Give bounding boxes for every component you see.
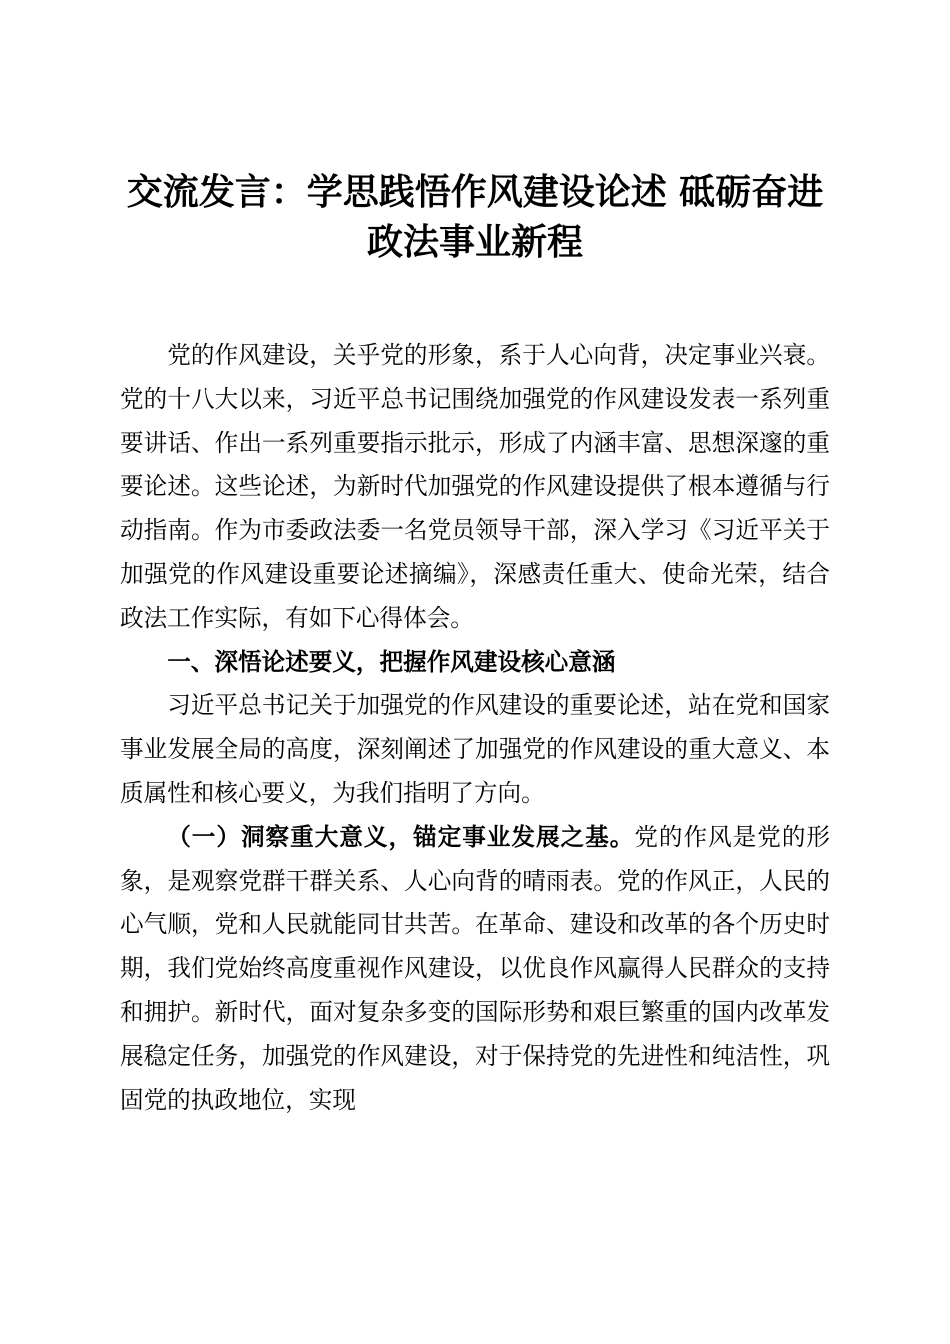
section-heading-1: 一、深悟论述要义，把握作风建设核心意涵	[167, 647, 616, 676]
document-body	[120, 334, 830, 1122]
subsection-1-text: 党的作风是党的形象，是观察党群干群关系、人心向背的晴雨表。党的作风正，人民的心气顺，党和人民就能同甘共苦。在革命、建设和改革的各个历史时期，我们党始终高度重视作风建设，以优良作风赢得人民群众的支持和拥护。新时代，面对复杂多变的国际形势和艰巨繁重的国内改革发展稳定任务，加强党的作风建设，对于保持党的先进性和纯洁性，巩固党的执政地位，实现	[120, 822, 831, 1114]
document-title-line-1: 交流发言：学思践悟作风建设论述 砥砺奋进	[126, 171, 824, 213]
document-title-line-2: 政法事业新程	[366, 221, 583, 263]
subsection-1-lead: （一）洞察重大意义，锚定事业发展之基。	[167, 822, 635, 851]
intro-paragraph: 党的作风建设，关乎党的形象，系于人心向背，决定事业兴衰。党的十八大以来，习近平总书记围绕加强党的作风建设发表一系列重要讲话、作出一系列重要指示批示，形成了内涵丰富、思想深邃的重要论述。这些论述，为新时代加强党的作风建设提供了根本遵循与行动指南。作为市委政法委一名党员领导干部，深入学习《习近平关于加强党的作风建设重要论述摘编》，深感责任重大、使命光荣，结合政法工作实际，有如下心得体会。	[120, 341, 830, 632]
subsection-1-paragraph	[120, 816, 830, 1123]
section-1-paragraph: 习近平总书记关于加强党的作风建设的重要论述，站在党和国家事业发展全局的高度，深刻阐述了加强党的作风建设的重大意义、本质属性和核心要义，为我们指明了方向。	[120, 691, 830, 807]
